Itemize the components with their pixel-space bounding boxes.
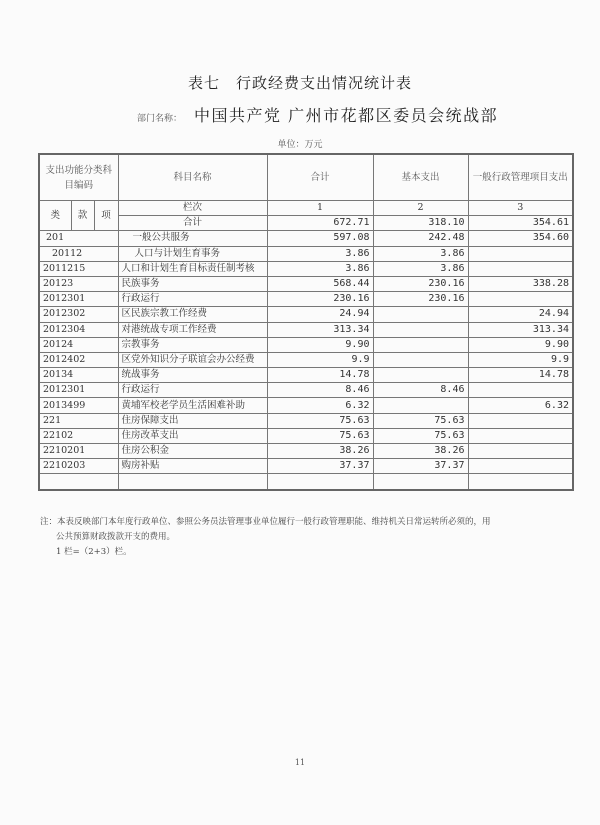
- row-total: 8.46: [267, 383, 373, 398]
- row-code: 2011215: [39, 261, 118, 276]
- row-project: 313.34: [468, 322, 573, 337]
- table-row: [39, 352, 573, 367]
- total-project: 354.61: [468, 216, 573, 231]
- row-name: 住房公积金: [118, 444, 267, 459]
- header-total: 合计: [267, 154, 373, 201]
- row-code: 2012304: [39, 322, 118, 337]
- row-basic: [373, 352, 468, 367]
- row-basic: 37.37: [373, 459, 468, 474]
- table-row: [39, 444, 573, 459]
- row-code: 22102: [39, 428, 118, 443]
- row-project: [468, 428, 573, 443]
- department-label: 部门名称：: [137, 114, 183, 124]
- empty-cell: [118, 474, 267, 491]
- row-name: 民族事务: [118, 276, 267, 291]
- row-name: 宗教事务: [118, 337, 267, 352]
- row-basic: [373, 322, 468, 337]
- row-total: 14.78: [267, 368, 373, 383]
- empty-cell: [267, 474, 373, 491]
- row-name: 区党外知识分子联谊会办公经费: [118, 352, 267, 367]
- empty-row: [39, 474, 573, 491]
- row-total: 597.08: [267, 231, 373, 246]
- row-name: 购房补贴: [118, 459, 267, 474]
- row-code: 201: [39, 231, 118, 246]
- total-label: 合计: [118, 216, 267, 231]
- row-code: 20123: [39, 276, 118, 291]
- row-basic: 38.26: [373, 444, 468, 459]
- header-lei: 类: [39, 201, 71, 231]
- row-project: 24.94: [468, 307, 573, 322]
- row-project: 9.90: [468, 337, 573, 352]
- note-line: 注：本表反映部门本年度行政单位、参照公务员法管理事业单位履行一般行政管理职能、维持机关日常运转所必须的，用: [40, 517, 491, 527]
- row-basic: 230.16: [373, 276, 468, 291]
- row-project: [468, 459, 573, 474]
- row-code: 2012301: [39, 383, 118, 398]
- row-project: 338.28: [468, 276, 573, 291]
- table-row: [39, 231, 573, 246]
- row-code: 20134: [39, 368, 118, 383]
- row-project: [468, 413, 573, 428]
- row-basic: 3.86: [373, 261, 468, 276]
- row-code: 20124: [39, 337, 118, 352]
- column-index-2: 2: [373, 201, 468, 216]
- row-code: 2012302: [39, 307, 118, 322]
- expense-table: [38, 153, 574, 491]
- row-basic: 3.86: [373, 246, 468, 261]
- row-name: 住房保障支出: [118, 413, 267, 428]
- table-row: [39, 261, 573, 276]
- table-row: [39, 246, 573, 261]
- row-project: 14.78: [468, 368, 573, 383]
- unit-label: 单位：万元: [277, 140, 323, 150]
- empty-cell: [39, 474, 118, 491]
- table-row: [39, 428, 573, 443]
- header-row: [39, 154, 573, 201]
- row-basic: [373, 307, 468, 322]
- row-code: 20112: [39, 246, 118, 261]
- department: [137, 103, 498, 126]
- note-line: 公共预算财政拨款开支的费用。: [56, 532, 176, 542]
- row-basic: [373, 337, 468, 352]
- row-name: 人口与计划生育事务: [118, 246, 267, 261]
- total-total: 672.71: [267, 216, 373, 231]
- total-basic: 318.10: [373, 216, 468, 231]
- row-name: 对港统战专项工作经费: [118, 322, 267, 337]
- row-total: 6.32: [267, 398, 373, 413]
- row-code: 221: [39, 413, 118, 428]
- page-number: 11: [294, 758, 306, 767]
- row-basic: 230.16: [373, 292, 468, 307]
- table-row: [39, 398, 573, 413]
- row-total: 3.86: [267, 261, 373, 276]
- row-project: [468, 261, 573, 276]
- column-index-3: 3: [468, 201, 573, 216]
- header-project: 一般行政管理项目支出: [468, 154, 573, 201]
- row-name: 黄埔军校老学员生活困难补助: [118, 398, 267, 413]
- row-total: 24.94: [267, 307, 373, 322]
- row-name: 行政运行: [118, 292, 267, 307]
- empty-cell: [468, 474, 573, 491]
- row-project: [468, 292, 573, 307]
- table-row: [39, 276, 573, 291]
- note-line: 1 栏=（2+3）栏。: [56, 547, 132, 557]
- table-title: 表七 行政经费支出情况统计表: [187, 74, 412, 92]
- row-basic: 8.46: [373, 383, 468, 398]
- row-name: 区民族宗教工作经费: [118, 307, 267, 322]
- row-total: 75.63: [267, 428, 373, 443]
- row-basic: 75.63: [373, 413, 468, 428]
- row-total: 230.16: [267, 292, 373, 307]
- row-basic: 242.48: [373, 231, 468, 246]
- row-total: 75.63: [267, 413, 373, 428]
- table-row: [39, 413, 573, 428]
- row-total: 38.26: [267, 444, 373, 459]
- header-name: 科目名称: [118, 154, 267, 201]
- column-index-1: 1: [267, 201, 373, 216]
- row-total: 3.86: [267, 246, 373, 261]
- row-name: 人口和计划生育目标责任制考核: [118, 261, 267, 276]
- row-code: 2210203: [39, 459, 118, 474]
- header-basic: 基本支出: [373, 154, 468, 201]
- empty-cell: [373, 474, 468, 491]
- header-kuan: 款: [71, 201, 94, 231]
- row-code: 2012301: [39, 292, 118, 307]
- row-name: 统战事务: [118, 368, 267, 383]
- column-index-row: [39, 201, 573, 216]
- row-project: 9.9: [468, 352, 573, 367]
- header-xiang: 项: [94, 201, 118, 231]
- row-project: [468, 444, 573, 459]
- column-index-label: 栏次: [118, 201, 267, 216]
- table-row: [39, 322, 573, 337]
- row-code: 2012402: [39, 352, 118, 367]
- row-name: 行政运行: [118, 383, 267, 398]
- row-basic: [373, 368, 468, 383]
- row-total: 9.90: [267, 337, 373, 352]
- table-row: [39, 383, 573, 398]
- row-total: 568.44: [267, 276, 373, 291]
- row-code: 2210201: [39, 444, 118, 459]
- notes: [40, 515, 580, 560]
- total-row: [39, 216, 573, 231]
- row-total: 9.9: [267, 352, 373, 367]
- table-row: [39, 368, 573, 383]
- row-project: [468, 246, 573, 261]
- table-row: [39, 459, 573, 474]
- row-project: [468, 383, 573, 398]
- table-row: [39, 307, 573, 322]
- row-project: 6.32: [468, 398, 573, 413]
- row-total: 313.34: [267, 322, 373, 337]
- row-project: 354.60: [468, 231, 573, 246]
- row-total: 37.37: [267, 459, 373, 474]
- row-code: 2013499: [39, 398, 118, 413]
- row-name: 住房改革支出: [118, 428, 267, 443]
- department-name: 中国共产党 广州市花都区委员会统战部: [194, 106, 499, 125]
- row-basic: 75.63: [373, 428, 468, 443]
- table-row: [39, 292, 573, 307]
- table-row: [39, 337, 573, 352]
- row-basic: [373, 398, 468, 413]
- header-code: 支出功能分类科目编码: [39, 154, 118, 201]
- row-name: 一般公共服务: [118, 231, 267, 246]
